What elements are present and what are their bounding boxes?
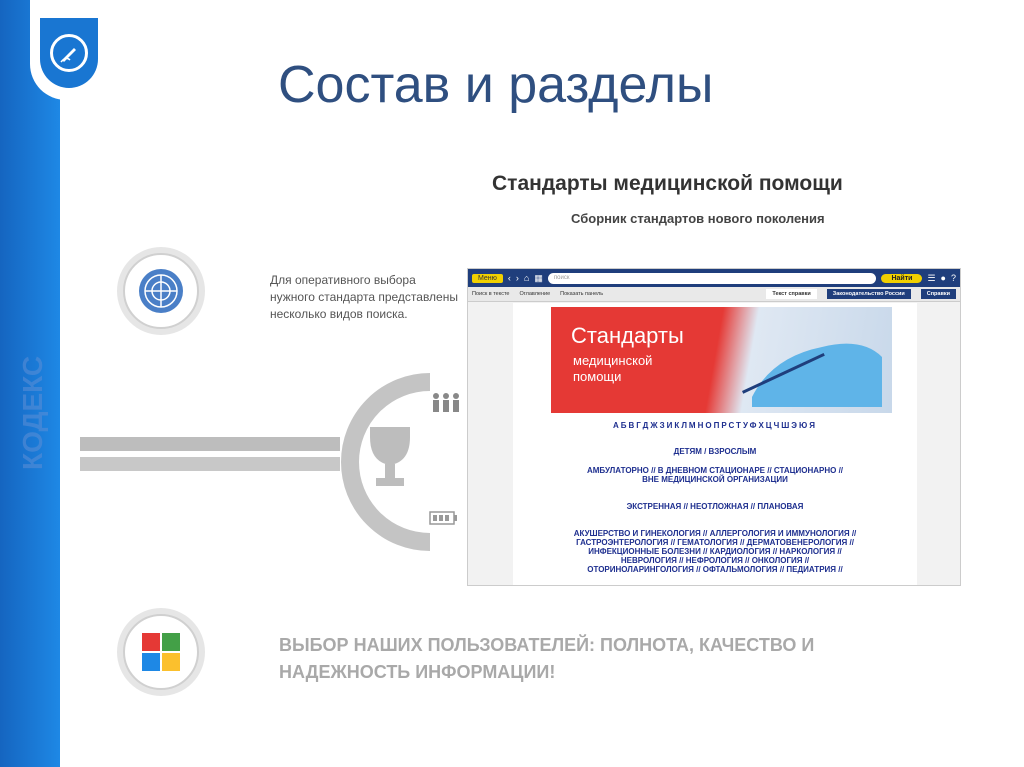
search-input[interactable]: поиск bbox=[548, 273, 877, 284]
un-emblem-badge bbox=[123, 253, 199, 329]
trophy-icon bbox=[370, 427, 410, 486]
grid-icon[interactable]: ▦ bbox=[534, 272, 543, 283]
user-icon[interactable]: ● bbox=[940, 273, 946, 283]
standards-subheader: Сборник стандартов нового поколения bbox=[571, 211, 825, 226]
link-specialty-2[interactable]: ГАСТРОЭНТЕРОЛОГИЯ // ГЕМАТОЛОГИЯ // ДЕРМАТОВЕНЕРОЛОГИЯ // bbox=[576, 538, 854, 547]
battery-icon bbox=[430, 512, 457, 524]
forward-icon[interactable]: › bbox=[515, 273, 519, 283]
app-toolbar bbox=[468, 269, 960, 287]
toc-link[interactable]: Оглавление bbox=[519, 291, 551, 297]
standards-header: Стандарты медицинской помощи bbox=[492, 172, 843, 195]
alphabet-index[interactable]: АБВГДЖЗИКЛМНОПРСТУФХЦЧШЭЮЯ bbox=[613, 421, 817, 430]
tab-references[interactable]: Справки bbox=[921, 289, 956, 299]
svg-text:КОДЕКС: КОДЕКС bbox=[17, 355, 48, 470]
banner-subtitle: медицинской помощи bbox=[573, 353, 653, 384]
link-specialty-4[interactable]: НЕВРОЛОГИЯ // НЕФРОЛОГИЯ // ОНКОЛОГИЯ // bbox=[620, 556, 810, 565]
windows-badge bbox=[123, 614, 199, 690]
home-icon[interactable]: ⌂ bbox=[523, 273, 530, 283]
document-page bbox=[513, 303, 917, 585]
pen-icon bbox=[50, 34, 88, 72]
find-button[interactable]: Найти bbox=[881, 274, 922, 283]
un-globe-icon bbox=[136, 266, 186, 316]
show-panel-link[interactable]: Показать панель bbox=[560, 291, 604, 297]
slide-title: Состав и разделы bbox=[278, 56, 714, 114]
tab-legislation[interactable]: Законодательство России bbox=[827, 289, 911, 299]
tagline-line-2: НАДЕЖНОСТЬ ИНФОРМАЦИИ! bbox=[279, 662, 556, 682]
link-specialty-1[interactable]: АКУШЕРСТВО И ГИНЕКОЛОГИЯ // АЛЛЕРГОЛОГИЯ И ИММУНОЛОГИЯ // bbox=[573, 529, 857, 538]
back-icon[interactable]: ‹ bbox=[507, 273, 511, 283]
link-care-setting[interactable]: АМБУЛАТОРНО // В ДНЕВНОМ СТАЦИОНАРЕ // СТАЦИОНАРНО // bbox=[586, 466, 844, 475]
tagline-line-1: ВЫБОР НАШИХ ПОЛЬЗОВАТЕЛЕЙ: ПОЛНОТА, КАЧЕСТВО И bbox=[279, 635, 815, 655]
app-subbar bbox=[468, 287, 960, 302]
link-care-setting-2[interactable]: ВНЕ МЕДИЦИНСКОЙ ОРГАНИЗАЦИИ bbox=[642, 475, 788, 484]
help-icon[interactable]: ? bbox=[950, 273, 956, 283]
search-in-text-link[interactable]: Поиск в тексте bbox=[472, 291, 510, 297]
brand-vertical-text bbox=[2, 300, 58, 480]
kodeks-logo bbox=[40, 18, 98, 88]
app-screenshot bbox=[467, 268, 961, 586]
menu-button[interactable]: Меню bbox=[472, 274, 503, 283]
windows-logo-icon bbox=[141, 632, 181, 672]
decorative-graphic bbox=[80, 372, 470, 552]
banner-title: Стандарты bbox=[571, 323, 684, 348]
search-description: Для оперативного выбора нужного стандарта представлены несколько видов поиска. bbox=[270, 273, 458, 321]
people-icon bbox=[433, 393, 459, 412]
users-choice-tagline bbox=[279, 632, 879, 686]
tab-text[interactable]: Текст справки bbox=[766, 289, 816, 299]
link-specialty-3[interactable]: ИНФЕКЦИОННЫЕ БОЛЕЗНИ // КАРДИОЛОГИЯ // НАРКОЛОГИЯ // bbox=[588, 547, 842, 556]
link-specialty-5[interactable]: ОТОРИНОЛАРИНГОЛОГИЯ // ОФТАЛЬМОЛОГИЯ // ПЕДИАТРИЯ // bbox=[587, 565, 843, 574]
standards-banner bbox=[551, 307, 892, 413]
gloved-hand-icon bbox=[732, 317, 882, 407]
link-age[interactable]: ДЕТЯМ / ВЗРОСЛЫМ bbox=[673, 447, 757, 456]
menu-lines-icon[interactable]: ☰ bbox=[927, 272, 936, 283]
link-urgency[interactable]: ЭКСТРЕННАЯ // НЕОТЛОЖНАЯ // ПЛАНОВАЯ bbox=[626, 502, 804, 511]
